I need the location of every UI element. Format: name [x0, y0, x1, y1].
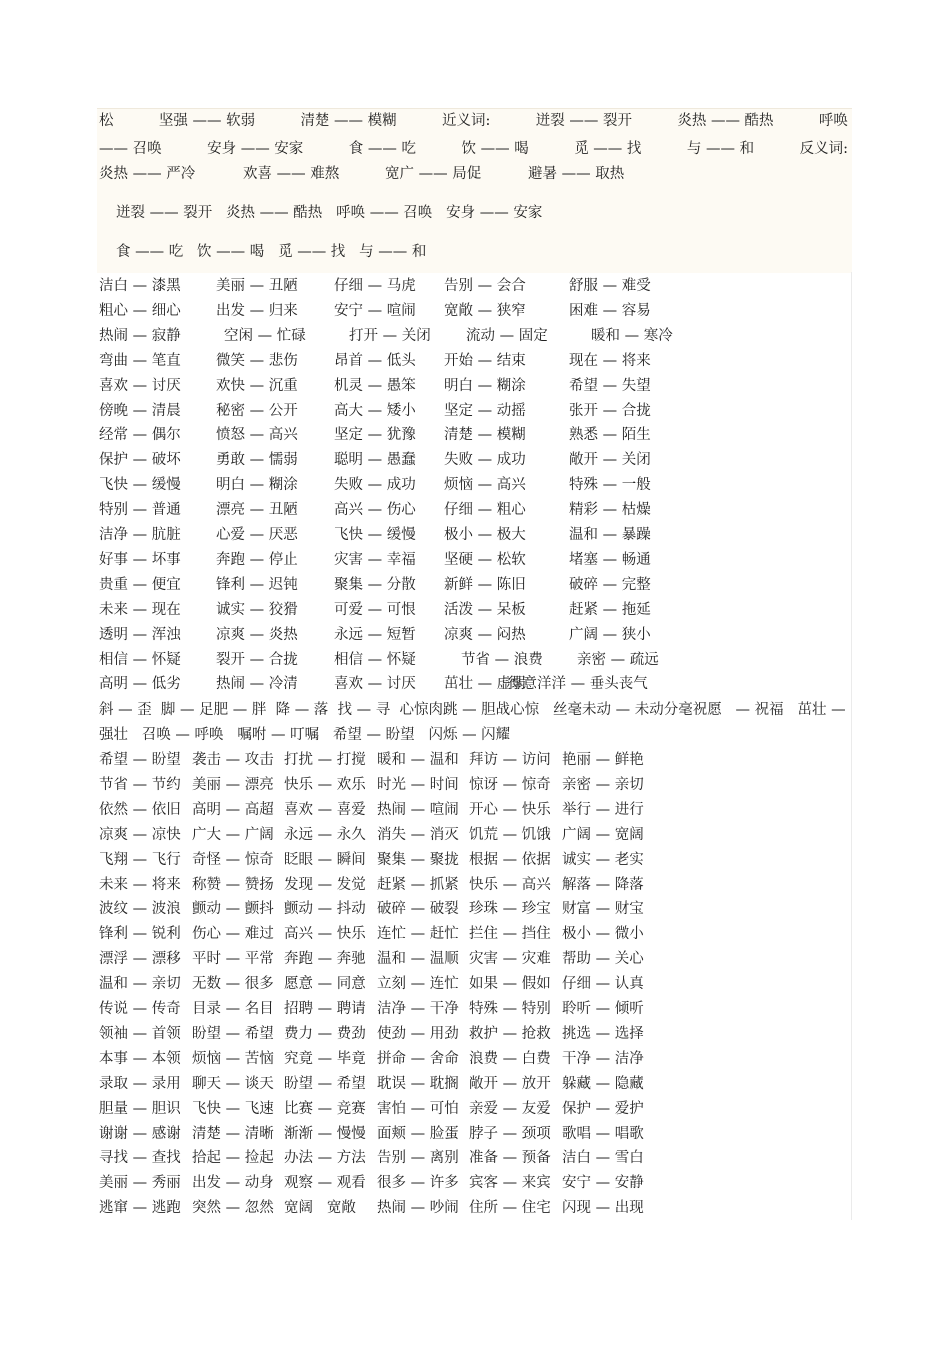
word-pair: 极小 — 极大: [444, 527, 526, 543]
word-pair: 无数 — 很多: [192, 976, 274, 993]
word-pair: 安身 —— 安家: [207, 141, 304, 157]
word-pair: 透明 — 浑浊: [99, 626, 181, 643]
word-pair: 未来 — 现在: [99, 601, 181, 618]
word-pair: 突然 — 忽然: [192, 1200, 274, 1217]
word-pair: 准备 — 预备: [469, 1150, 551, 1167]
word-pair: 活泼 — 呆板: [444, 601, 526, 618]
word-pair: 广大 — 广阔: [192, 826, 274, 843]
word-pair: 特殊 — 特别: [469, 1001, 551, 1017]
word-pair: 快乐 — 欢乐: [284, 776, 366, 793]
word-pair: 聪明 — 愚蠢: [334, 452, 416, 469]
top-line-2: [99, 140, 848, 158]
word-pair: 洁净 — 干净: [377, 1001, 459, 1017]
word-pair: 永远 — 永久: [284, 826, 366, 843]
word-pair: 时光 — 时间: [377, 776, 459, 793]
word-pair: 聊天 — 谈天: [192, 1075, 274, 1092]
word-pair: 办法 — 方法: [284, 1150, 366, 1167]
word-pair: 坚硬 — 松软: [444, 551, 526, 568]
word-pair: 渐渐 — 慢慢: [284, 1125, 366, 1142]
word-pair: 炎热 —— 酷热: [677, 113, 774, 129]
word-pair: 敞开 — 关闭: [569, 452, 651, 469]
word-pair: 洁净 — 肮脏: [99, 527, 181, 543]
word-pair: 发现 — 发觉: [284, 876, 366, 893]
word-pair: 浪费 — 白费: [469, 1050, 551, 1067]
word-pair: 洁白 — 雪白: [562, 1150, 644, 1167]
word-pair: 熟悉 — 陌生: [569, 427, 651, 444]
word-pair: 欢喜 —— 难熬: [243, 166, 340, 182]
word-pair: 颤动 — 抖动: [284, 901, 366, 918]
word-pair: 干净 — 洁净: [562, 1050, 644, 1067]
word-pair: 快乐 — 高兴: [469, 876, 551, 893]
word-pair: 热闹 — 喧闹: [377, 801, 459, 818]
word-pair: 现在 — 将来: [569, 352, 651, 369]
word-pair: 热闹 — 冷清: [216, 676, 298, 693]
word-pair: 使劲 — 用劲: [377, 1025, 459, 1042]
word-pair: 裂开 — 合拢: [216, 651, 298, 668]
word-pair: 歌唱 — 唱歌: [562, 1125, 644, 1142]
word-pair: 漂浮 — 漂移: [99, 951, 181, 968]
word-pair: —— 召唤: [99, 141, 162, 157]
word-pair: 聚集 — 聚拢: [377, 851, 459, 868]
word-pair: 温和 — 暴躁: [569, 527, 651, 543]
word-pair: 宽阔 宽敞: [284, 1200, 356, 1217]
word-pair: 盼望 — 希望: [284, 1075, 366, 1092]
word-pair: 灾害 — 幸福: [334, 551, 416, 568]
word-pair: 愤怒 — 高兴: [216, 427, 298, 444]
word-pair: 炎热 —— 严冷: [99, 166, 196, 182]
word-pair: 烦恼 — 高兴: [444, 477, 526, 494]
word-pair: 欢快 — 沉重: [216, 377, 298, 394]
long-line-1: 斜 — 歪 脚 — 足肥 — 胖 降 — 落 找 — 寻 心惊肉跳 — 胆战心惊 丝毫未动 — 未动分毫祝愿 — 祝福 茁壮 —: [99, 702, 846, 718]
word-pair: 脖子 — 颈项: [469, 1125, 551, 1142]
word-pair: 清楚 — 清晰: [192, 1125, 274, 1142]
word-pair: 赶紧 — 抓紧: [377, 876, 459, 893]
word-pair: 拼命 — 舍命: [377, 1050, 459, 1067]
word-pair: 连忙 — 赶忙: [377, 926, 459, 943]
word-pair: 坚定 — 犹豫: [334, 427, 416, 444]
word-pair: 粗心 — 细心: [99, 302, 181, 319]
word-pair: 希望 — 失望: [569, 377, 651, 394]
word-pair: 避暑 —— 取热: [528, 166, 625, 182]
word-pair: 破碎 — 完整: [569, 576, 651, 593]
word-pair: 消失 — 消灭: [377, 826, 459, 843]
word-pair: 录取 — 录用: [99, 1075, 181, 1092]
word-pair: 出发 — 归来: [216, 302, 298, 319]
word-pair: 困难 — 容易: [569, 302, 651, 319]
word-pair: 打扰 — 打搅: [284, 752, 366, 768]
word-pair: 领袖 — 首领: [99, 1025, 181, 1042]
word-pair: 美丽 — 漂亮: [192, 776, 274, 793]
word-pair: 惊讶 — 惊奇: [469, 776, 551, 793]
word-pair: 耽误 — 耽搁: [377, 1075, 459, 1092]
word-pair: 宽广 —— 局促: [385, 166, 482, 182]
word-pair: 锋利 — 锐利: [99, 926, 181, 943]
word-pair: 财富 — 财宝: [562, 901, 644, 918]
page-edge-rule: [851, 272, 852, 1220]
word-pair: 茁壮 — 虚弱: [444, 676, 526, 693]
word-pair: 昂首 — 低头: [334, 352, 416, 369]
word-pair: 勇敢 — 懦弱: [216, 452, 298, 469]
word-pair: 伤心 — 难过: [192, 926, 274, 943]
word-pair: 费力 — 费劲: [284, 1025, 366, 1042]
word-pair: 高明 — 低劣: [99, 676, 181, 693]
word-pair: 未来 — 将来: [99, 876, 181, 893]
word-pair: 诚实 — 老实: [562, 851, 644, 868]
word-pair: 奇怪 — 惊奇: [192, 851, 274, 868]
word-pair: 清楚 — 模糊: [444, 427, 526, 444]
word-pair: 高兴 — 伤心: [334, 502, 416, 519]
word-pair: 凉爽 — 闷热: [444, 626, 526, 643]
word-pair: 漂亮 — 丑陋: [216, 502, 298, 519]
summary-line-2: 食 —— 吃 饮 —— 喝 觅 —— 找 与 —— 和: [116, 244, 427, 260]
word-pair: 安宁 — 安静: [562, 1175, 644, 1192]
word-pair: 洁白 — 漆黑: [99, 278, 181, 294]
word-pair: 依然 — 依旧: [99, 801, 181, 818]
word-pair: 广阔 — 宽阔: [562, 826, 644, 843]
word-pair: 胆量 — 胆识: [99, 1100, 181, 1117]
word-pair: 诚实 — 狡猾: [216, 601, 298, 618]
word-pair: 平时 — 平常: [192, 951, 274, 968]
word-pair: 比赛 — 竞赛: [284, 1100, 366, 1117]
word-pair: 弯曲 — 笔直: [99, 352, 181, 369]
word-pair: 聆听 — 倾听: [562, 1001, 644, 1017]
word-pair: 坚强 —— 软弱: [158, 113, 256, 129]
word-pair: 相信 — 怀疑: [334, 651, 416, 668]
word-pair: 灾害 — 灾难: [469, 951, 551, 968]
word-pair: 喜欢 — 讨厌: [334, 676, 416, 693]
word-pair: 锋利 — 迟钝: [216, 576, 298, 593]
word-pair: 高兴 — 快乐: [284, 926, 366, 943]
word-pair: 躲藏 — 隐藏: [562, 1075, 644, 1092]
word-pair: 出发 — 动身: [192, 1175, 274, 1192]
word-pair: 眨眼 — 瞬间: [284, 851, 366, 868]
word-pair: 保护 — 破坏: [99, 452, 181, 469]
word-pair: 保护 — 爱护: [562, 1100, 644, 1117]
word-pair: 凉爽 — 炎热: [216, 626, 298, 643]
word-pair: 精彩 — 枯燥: [569, 502, 651, 519]
word-pair: 空闲 — 忙碌: [224, 327, 306, 344]
word-pair: 打开 — 关闭: [349, 327, 431, 344]
section-label: 反义词:: [799, 141, 848, 157]
word-pair: 飞快 — 缓慢: [334, 527, 416, 543]
word-pair: 观察 — 观看: [284, 1175, 366, 1192]
word-pair: 破碎 — 破裂: [377, 901, 459, 918]
word-pair: 流动 — 固定: [466, 327, 548, 344]
word-pair: 张开 — 合拢: [569, 402, 651, 419]
word-pair: 举行 — 进行: [562, 801, 644, 818]
word-pair: 迸裂 —— 裂开: [535, 113, 632, 129]
word-pair: 招聘 — 聘请: [284, 1001, 366, 1017]
word-pair: 住所 — 住宅: [469, 1200, 551, 1217]
word-pair: 逃窜 — 逃跑: [99, 1200, 181, 1217]
word-pair: 觅 —— 找: [574, 141, 642, 157]
word-pair: 暖和 — 寒冷: [591, 327, 673, 344]
word-pair: 立刻 — 连忙: [377, 976, 459, 993]
word-pair: 节省 — 浪费: [461, 651, 543, 668]
word-pair: 清楚 —— 模糊: [300, 113, 397, 129]
word-pair: 好事 — 坏事: [99, 551, 181, 568]
word-pair: 敞开 — 放开: [469, 1075, 551, 1092]
word-pair: 亲爱 — 友爱: [469, 1100, 551, 1117]
word-pair: 仔细 — 粗心: [444, 502, 526, 519]
word-pair: 告别 — 会合: [444, 278, 526, 294]
word-pair: 傍晚 — 清晨: [99, 402, 181, 419]
word-pair: 亲密 — 疏远: [577, 651, 659, 668]
word-pair: 特别 — 普通: [99, 502, 181, 519]
word-pair: 温和 — 亲切: [99, 976, 181, 993]
word-pair: 艳丽 — 鲜艳: [562, 752, 644, 768]
word-pair: 闪现 — 出现: [562, 1200, 644, 1217]
word-pair: 谢谢 — 感谢: [99, 1125, 181, 1142]
section-label: 近义词:: [442, 113, 491, 129]
word-pair: 赶紧 — 拖延: [569, 601, 651, 618]
word-pair: 高明 — 高超: [192, 801, 274, 818]
summary-line-1: 迸裂 —— 裂开 炎热 —— 酷热 呼唤 —— 召唤 安身 —— 安家: [116, 205, 543, 221]
word-pair: 相信 — 怀疑: [99, 651, 181, 668]
word-pair: 心爱 — 厌恶: [216, 527, 298, 543]
word-pair: 松: [99, 113, 114, 129]
word-pair: 可爱 — 可恨: [334, 601, 416, 618]
word-pair: 宾客 — 来宾: [469, 1175, 551, 1192]
word-pair: 温和 — 温顺: [377, 951, 459, 968]
word-pair: 解落 — 降落: [562, 876, 644, 893]
word-pair: 微笑 — 悲伤: [216, 352, 298, 369]
word-pair: 舒服 — 难受: [569, 278, 651, 294]
word-pair: 开心 — 快乐: [469, 801, 551, 818]
word-pair: 秘密 — 公开: [216, 402, 298, 419]
word-pair: 波纹 — 波浪: [99, 901, 181, 918]
word-pair: 开始 — 结束: [444, 352, 526, 369]
word-pair: 希望 — 盼望: [99, 752, 181, 768]
word-pair: 本事 — 本领: [99, 1050, 181, 1067]
word-pair: 食 —— 吃: [348, 141, 417, 157]
word-pair: 愿意 — 同意: [284, 976, 366, 993]
word-pair: 得意洋洋 — 垂头丧气: [508, 676, 648, 693]
word-pair: 害怕 — 可怕: [377, 1100, 459, 1117]
word-pair: 烦恼 — 苦恼: [192, 1050, 274, 1067]
word-pair: 节省 — 节约: [99, 776, 181, 793]
word-pair: 凉爽 — 凉快: [99, 826, 181, 843]
word-pair: 宽敞 — 狭窄: [444, 302, 526, 319]
word-pair: 饮 —— 喝: [461, 141, 529, 157]
word-pair: 与 —— 和: [686, 141, 755, 157]
word-pair: 特殊 — 一般: [569, 477, 651, 494]
word-pair: 新鲜 — 陈旧: [444, 576, 526, 593]
word-pair: 传说 — 传奇: [99, 1001, 181, 1017]
word-pair: 喜欢 — 讨厌: [99, 377, 181, 394]
word-pair: 明白 — 糊涂: [444, 377, 526, 394]
word-pair: 美丽 — 秀丽: [99, 1175, 181, 1192]
word-pair: 拦住 — 挡住: [469, 926, 551, 943]
word-pair: 坚定 — 动摇: [444, 402, 526, 419]
word-pair: 喜欢 — 喜爱: [284, 801, 366, 818]
word-pair: 飞快 — 缓慢: [99, 477, 181, 494]
word-pair: 寻找 — 查找: [99, 1150, 181, 1167]
word-pair: 堵塞 — 畅通: [569, 551, 651, 568]
word-pair: 拜访 — 访问: [469, 752, 551, 768]
word-pair: 高大 — 矮小: [334, 402, 416, 419]
word-pair: 仔细 — 认真: [562, 976, 644, 993]
word-pair: 极小 — 微小: [562, 926, 644, 943]
word-pair: 救护 — 抢救: [469, 1025, 551, 1042]
word-pair: 盼望 — 希望: [192, 1025, 274, 1042]
word-pair: 袭击 — 攻击: [192, 752, 274, 768]
word-pair: 颤动 — 颤抖: [192, 901, 274, 918]
word-pair: 美丽 — 丑陋: [216, 278, 298, 294]
word-pair: 贵重 — 便宜: [99, 576, 181, 593]
word-pair: 告别 — 离别: [377, 1150, 459, 1167]
word-pair: 热闹 — 吵闹: [377, 1200, 459, 1217]
word-pair: 飞翔 — 飞行: [99, 851, 181, 868]
word-pair: 失败 — 成功: [334, 477, 416, 494]
word-pair: 称赞 — 赞扬: [192, 876, 274, 893]
word-pair: 究竟 — 毕竟: [284, 1050, 366, 1067]
word-pair: 奔跑 — 停止: [216, 551, 298, 568]
word-pair: 根据 — 依据: [469, 851, 551, 868]
word-pair: 如果 — 假如: [469, 976, 551, 993]
word-pair: 目录 — 名目: [192, 1001, 274, 1017]
word-pair: 明白 — 糊涂: [216, 477, 298, 494]
word-pair: 暖和 — 温和: [377, 752, 459, 768]
word-pair: 亲密 — 亲切: [562, 776, 644, 793]
word-pair: 热闹 — 寂静: [99, 327, 181, 344]
word-pair: 永远 — 短暂: [334, 626, 416, 643]
word-pair: 珍珠 — 珍宝: [469, 901, 551, 918]
top-line-1: [99, 112, 848, 130]
word-pair: 挑选 — 选择: [562, 1025, 644, 1042]
word-pair: 经常 — 偶尔: [99, 427, 181, 444]
word-pair: 仔细 — 马虎: [334, 278, 416, 294]
word-pair: 失败 — 成功: [444, 452, 526, 469]
word-pair: 奔跑 — 奔驰: [284, 951, 366, 968]
word-pair: 安宁 — 喧闹: [334, 302, 416, 319]
word-pair: 机灵 — 愚笨: [334, 377, 416, 394]
word-pair: 很多 — 许多: [377, 1175, 459, 1192]
word-pair: 飞快 — 飞速: [192, 1100, 274, 1117]
word-pair: 聚集 — 分散: [334, 576, 416, 593]
word-pair: 拾起 — 捡起: [192, 1150, 274, 1167]
word-pair: 饥荒 — 饥饿: [469, 826, 551, 843]
word-pair: 帮助 — 关心: [562, 951, 644, 968]
long-line-2: 强壮 召唤 — 呼唤 嘱咐 — 叮嘱 希望 — 盼望 闪烁 — 闪耀: [99, 727, 511, 743]
word-pair: 呼唤: [818, 113, 848, 129]
word-pair: 面颊 — 脸蛋: [377, 1125, 459, 1142]
word-pair: 广阔 — 狭小: [569, 626, 651, 643]
